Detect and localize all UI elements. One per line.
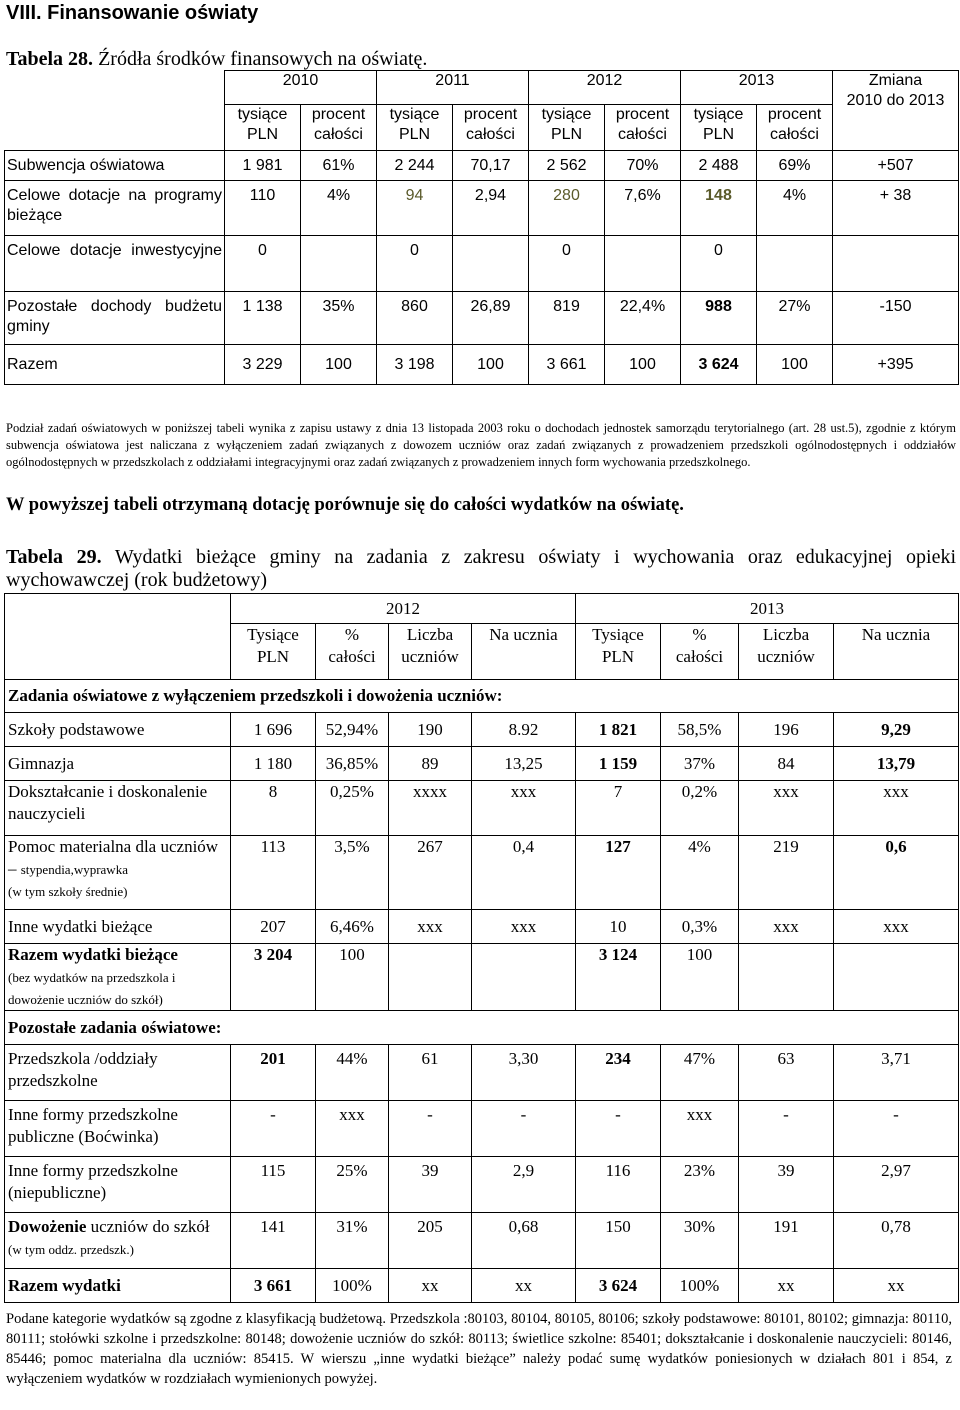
cell: xxx <box>389 910 472 944</box>
cell <box>757 236 833 292</box>
cell: 2,94 <box>453 181 529 236</box>
cell: xxxx <box>389 781 472 836</box>
cell <box>472 944 576 1011</box>
col-header-line: całości <box>328 647 376 666</box>
col-header-line: PLN <box>601 647 635 666</box>
cell: 70,17 <box>453 151 529 181</box>
col-header-line: Liczba <box>762 625 810 644</box>
col-header <box>316 624 389 680</box>
col-header-line: Tysiące <box>592 625 644 644</box>
col-header <box>834 624 959 680</box>
cell: 4% <box>301 181 377 236</box>
table-28-title: Źródła środków finansowych na oświatę. <box>93 48 428 70</box>
section-heading: VIII. Finansowanie oświaty <box>6 2 259 24</box>
unit-line: procent <box>311 106 366 123</box>
row-label: Razem <box>5 345 225 385</box>
year-header: 2011 <box>377 71 529 105</box>
cell: 0,3% <box>661 910 739 944</box>
col-header-line: Na ucznia <box>861 625 931 644</box>
cell: 219 <box>739 836 834 910</box>
change-header-line: 2010 do 2013 <box>846 92 945 109</box>
cell: 37% <box>661 747 739 781</box>
unit-line: całości <box>466 126 515 143</box>
cell: - <box>739 1101 834 1157</box>
cell: 94 <box>377 181 453 236</box>
cell: xx <box>834 1269 959 1303</box>
cell: 148 <box>681 181 757 236</box>
col-header-line: uczniów <box>401 647 459 666</box>
unit-header <box>529 105 605 151</box>
cell: 280 <box>529 181 605 236</box>
cell: 0,6 <box>834 836 959 910</box>
cell: 44% <box>316 1045 389 1101</box>
cell <box>389 944 472 1011</box>
cell: 100% <box>316 1269 389 1303</box>
table-row <box>5 292 959 345</box>
row-label-sub: (w tym szkoły średnie) <box>8 884 128 899</box>
cell: 2 562 <box>529 151 605 181</box>
cell: 110 <box>225 181 301 236</box>
cell: + 38 <box>833 181 959 236</box>
table-28-caption <box>6 48 427 71</box>
unit-line: PLN <box>702 126 735 143</box>
cell: 4% <box>661 836 739 910</box>
cell: 0,2% <box>661 781 739 836</box>
unit-line: PLN <box>550 126 583 143</box>
bold-statement: W powyższej tabeli otrzymaną dotację porównuje się do całości wydatków na oświatę. <box>6 495 684 515</box>
table-28-label: Tabela 28. <box>6 48 94 70</box>
cell: 39 <box>389 1157 472 1213</box>
col-header-line: całości <box>675 647 724 666</box>
cell: 22,4% <box>605 292 681 345</box>
cell: 3 124 <box>576 944 661 1011</box>
row-label: Dokształcanie i doskonalenie nauczycieli <box>5 781 231 836</box>
cell: 30% <box>661 1213 739 1269</box>
table-row <box>5 836 959 910</box>
table-row <box>5 181 959 236</box>
cell: 26,89 <box>453 292 529 345</box>
unit-line: PLN <box>246 126 279 143</box>
section-header: Pozostałe zadania oświatowe: <box>5 1011 959 1045</box>
cell: 0 <box>529 236 605 292</box>
cell: 0,25% <box>316 781 389 836</box>
cell: 23% <box>661 1157 739 1213</box>
cell: xxx <box>834 781 959 836</box>
table-29-corner <box>5 594 231 680</box>
cell: 47% <box>661 1045 739 1101</box>
cell: 69% <box>757 151 833 181</box>
row-label: Szkoły podstawowe <box>5 713 231 747</box>
cell: xxx <box>472 910 576 944</box>
table-row <box>5 944 959 1011</box>
cell: xxx <box>739 910 834 944</box>
cell: 201 <box>231 1045 316 1101</box>
cell: 27% <box>757 292 833 345</box>
row-label: Pomoc materialna dla uczniów – <box>8 837 219 878</box>
row-label-detail: (w tym oddz. przedszk.) <box>8 1242 134 1257</box>
table-row <box>5 345 959 385</box>
cell: xxx <box>661 1101 739 1157</box>
cell: 205 <box>389 1213 472 1269</box>
col-header <box>739 624 834 680</box>
unit-line: procent <box>463 106 518 123</box>
table-28-corner <box>5 71 225 151</box>
cell: -150 <box>833 292 959 345</box>
cell: - <box>576 1101 661 1157</box>
cell: xxx <box>739 781 834 836</box>
cell: 13,79 <box>834 747 959 781</box>
col-header <box>576 624 661 680</box>
col-header-line: Liczba <box>406 625 454 644</box>
cell: 100 <box>757 345 833 385</box>
cell: 7 <box>576 781 661 836</box>
cell: 3 198 <box>377 345 453 385</box>
table-29-caption <box>6 546 956 592</box>
year-header: 2010 <box>225 71 377 105</box>
cell: 207 <box>231 910 316 944</box>
unit-line: procent <box>767 106 822 123</box>
cell: 190 <box>389 713 472 747</box>
section-header: Zadania oświatowe z wyłączeniem przedszkoli i dowożenia uczniów: <box>5 680 959 713</box>
cell: 100 <box>605 345 681 385</box>
row-label: Inne wydatki bieżące <box>5 910 231 944</box>
cell: - <box>231 1101 316 1157</box>
cell: xx <box>472 1269 576 1303</box>
cell: 100% <box>661 1269 739 1303</box>
table-row <box>5 747 959 781</box>
cell: 1 138 <box>225 292 301 345</box>
table-row <box>5 910 959 944</box>
cell: 4% <box>757 181 833 236</box>
cell: 267 <box>389 836 472 910</box>
cell: 58,5% <box>661 713 739 747</box>
year-header: 2013 <box>576 594 959 624</box>
cell: - <box>834 1101 959 1157</box>
cell: 8 <box>231 781 316 836</box>
cell: 196 <box>739 713 834 747</box>
cell: 3,71 <box>834 1045 959 1101</box>
col-header-line: % <box>344 625 360 644</box>
table-row <box>5 1213 959 1269</box>
unit-line: tysiące <box>541 106 592 123</box>
cell: 9,29 <box>834 713 959 747</box>
unit-header <box>757 105 833 151</box>
cell: 819 <box>529 292 605 345</box>
cell <box>605 236 681 292</box>
year-header: 2012 <box>529 71 681 105</box>
row-label: Przedszkola /oddziały przedszkolne <box>5 1045 231 1101</box>
cell: 100 <box>661 944 739 1011</box>
row-label: Razem wydatki <box>5 1269 231 1303</box>
unit-header <box>225 105 301 151</box>
unit-header <box>301 105 377 151</box>
cell: +507 <box>833 151 959 181</box>
row-label: uczniów do szkół <box>86 1217 210 1236</box>
table-29-label: Tabela 29. <box>6 546 102 568</box>
unit-header <box>605 105 681 151</box>
row-label-block <box>5 944 231 1011</box>
cell: 31% <box>316 1213 389 1269</box>
unit-line: tysiące <box>237 106 288 123</box>
cell: 3,30 <box>472 1045 576 1101</box>
unit-header <box>681 105 757 151</box>
cell: xxx <box>834 910 959 944</box>
cell: 0 <box>681 236 757 292</box>
cell: 100 <box>453 345 529 385</box>
cell: 141 <box>231 1213 316 1269</box>
cell: 3 661 <box>529 345 605 385</box>
cell: 0,4 <box>472 836 576 910</box>
row-label: Celowe dotacje na programy bieżące <box>5 181 225 236</box>
cell: 100 <box>316 944 389 1011</box>
table-row <box>5 1157 959 1213</box>
cell: 61 <box>389 1045 472 1101</box>
unit-line: procent <box>615 106 670 123</box>
cell: 84 <box>739 747 834 781</box>
cell: 63 <box>739 1045 834 1101</box>
cell: 127 <box>576 836 661 910</box>
cell: 1 159 <box>576 747 661 781</box>
row-label: Pozostałe dochody budżetu gminy <box>5 292 225 345</box>
cell: 191 <box>739 1213 834 1269</box>
cell: 1 821 <box>576 713 661 747</box>
cell <box>301 236 377 292</box>
row-label: Inne formy przedszkolne publiczne (Boćwinka) <box>5 1101 231 1157</box>
year-header: 2013 <box>681 71 833 105</box>
row-label: Gimnazja <box>5 747 231 781</box>
col-header <box>231 624 316 680</box>
col-header-line: uczniów <box>757 647 815 666</box>
row-label-detail: stypendia,wyprawka <box>20 862 128 877</box>
row-label: Subwencja oświatowa <box>5 151 225 181</box>
row-label: Celowe dotacje inwestycyjne <box>5 236 225 292</box>
table-29-note: Podane kategorie wydatków są zgodne z klasyfikacją budżetową. Przedszkola :80103, 80104, 80105, 80106; szkoły podstawowe: 80101, 80102; gimnazja: 80110, 80111; stołówki szkolne i przedszkolne: 80148; dowożenie uczniów do szkół: 80113; świetlice szkolne: 85401; dokształcanie i doskonalenie nauczycieli: 80146, 85446; pomoc materialna dla uczniów: 85415. W wierszu „inne wydatki bieżące” należy podać sumę wydatków poniesionych w działach 801 i 854, z wyłączeniem wydatków w rozdziałach wymienionych powyżej. <box>6 1311 952 1387</box>
unit-line: całości <box>618 126 667 143</box>
cell: 39 <box>739 1157 834 1213</box>
unit-header <box>377 105 453 151</box>
cell: 8.92 <box>472 713 576 747</box>
unit-line: całości <box>314 126 363 143</box>
table-row <box>5 151 959 181</box>
cell: 1 981 <box>225 151 301 181</box>
cell: 89 <box>389 747 472 781</box>
cell: 0,78 <box>834 1213 959 1269</box>
cell: 35% <box>301 292 377 345</box>
cell: 3 229 <box>225 345 301 385</box>
cell: xxx <box>316 1101 389 1157</box>
cell: 3,5% <box>316 836 389 910</box>
cell: 988 <box>681 292 757 345</box>
col-header <box>472 624 576 680</box>
cell: xx <box>389 1269 472 1303</box>
table-28 <box>4 70 959 385</box>
cell <box>833 236 959 292</box>
cell: 2 488 <box>681 151 757 181</box>
row-label-sub: (bez wydatków na przedszkola i dowożenie uczniów do szkół) <box>8 970 176 1007</box>
cell: xx <box>739 1269 834 1303</box>
unit-line: tysiące <box>389 106 440 123</box>
change-header <box>833 71 959 151</box>
unit-line: całości <box>770 126 819 143</box>
table-29-title: Wydatki bieżące gminy na zadania z zakresu oświaty i wychowania oraz edukacyjnej opieki wychowawczej (rok budżetowy) <box>6 546 957 591</box>
row-label-bold: Dowożenie <box>8 1217 87 1236</box>
cell: 860 <box>377 292 453 345</box>
cell <box>834 944 959 1011</box>
cell: 0,68 <box>472 1213 576 1269</box>
table-row <box>5 1045 959 1101</box>
col-header <box>661 624 739 680</box>
table-28-note: Podział zadań oświatowych w poniższej tabeli wynika z zapisu ustawy z dnia 13 listopada 2003 roku o dochodach jednostek samorządu terytorialnego (art. 28 ust.5), zgodnie z którym subwencja oświatowa jest naliczana z wyłączeniem zadań związanych z dowozem uczniów oraz zadań związanych z prowadzeniem przedszkoli ogólnodostępnych i oddziałów ogólnodostępnych w przedszkolach z oddziałami integracyjnymi oraz zadań związanych z prowadzeniem innych form wychowania przedszkolnego. <box>6 421 956 469</box>
cell: 61% <box>301 151 377 181</box>
col-header <box>389 624 472 680</box>
col-header-line: PLN <box>256 647 290 666</box>
cell: 0 <box>225 236 301 292</box>
cell: 3 624 <box>576 1269 661 1303</box>
cell: xxx <box>472 781 576 836</box>
col-header-line: % <box>692 625 707 644</box>
cell: 36,85% <box>316 747 389 781</box>
cell: +395 <box>833 345 959 385</box>
cell: 115 <box>231 1157 316 1213</box>
cell: 2,9 <box>472 1157 576 1213</box>
table-row <box>5 1269 959 1303</box>
col-header-line: Tysiące <box>247 625 299 644</box>
unit-line: tysiące <box>693 106 744 123</box>
cell: 10 <box>576 910 661 944</box>
cell: 116 <box>576 1157 661 1213</box>
row-label-block <box>5 1213 231 1269</box>
cell: 2 244 <box>377 151 453 181</box>
cell: 234 <box>576 1045 661 1101</box>
cell <box>453 236 529 292</box>
col-header-line: Na ucznia <box>489 625 558 644</box>
cell: - <box>389 1101 472 1157</box>
cell: 70% <box>605 151 681 181</box>
cell <box>739 944 834 1011</box>
row-label: Razem wydatki bieżące <box>8 945 178 964</box>
cell: 3 204 <box>231 944 316 1011</box>
year-header: 2012 <box>231 594 576 624</box>
cell: 7,6% <box>605 181 681 236</box>
cell: 2,97 <box>834 1157 959 1213</box>
cell: 13,25 <box>472 747 576 781</box>
cell: 1 180 <box>231 747 316 781</box>
table-row <box>5 781 959 836</box>
cell: 52,94% <box>316 713 389 747</box>
cell: - <box>472 1101 576 1157</box>
cell: 113 <box>231 836 316 910</box>
cell: 1 696 <box>231 713 316 747</box>
change-header-line: Zmiana <box>868 72 923 89</box>
cell: 150 <box>576 1213 661 1269</box>
row-label: Inne formy przedszkolne (niepubliczne) <box>5 1157 231 1213</box>
cell: 0 <box>377 236 453 292</box>
cell: 25% <box>316 1157 389 1213</box>
unit-header <box>453 105 529 151</box>
cell: 100 <box>301 345 377 385</box>
table-row <box>5 1101 959 1157</box>
cell: 6,46% <box>316 910 389 944</box>
cell: 3 624 <box>681 345 757 385</box>
table-row <box>5 236 959 292</box>
row-label-block <box>5 836 231 910</box>
table-29 <box>4 593 959 1303</box>
table-row <box>5 713 959 747</box>
unit-line: PLN <box>398 126 431 143</box>
cell: 3 661 <box>231 1269 316 1303</box>
